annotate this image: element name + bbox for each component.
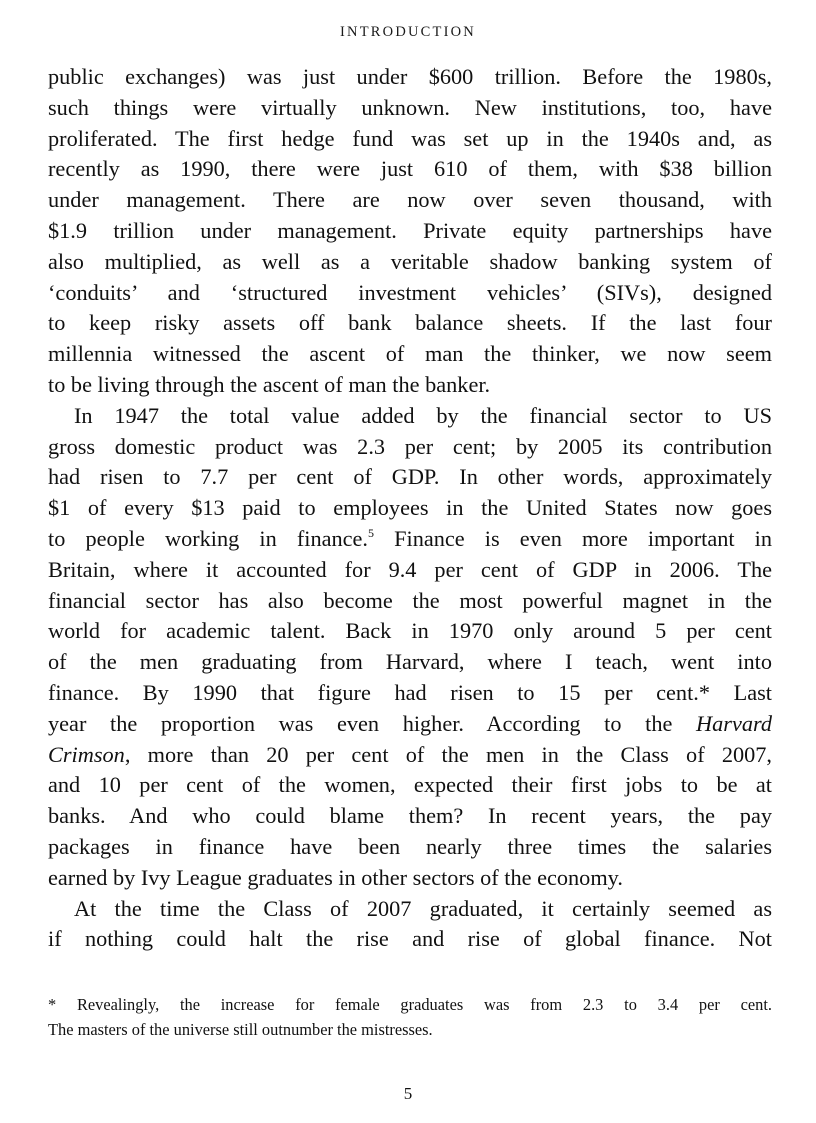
text-line: gross domestic product was 2.3 per cent; by 2005 its contribution (48, 433, 772, 459)
text-line (48, 524, 772, 555)
italic-title: Harvard (696, 710, 772, 736)
text-segment: Finance is even more important in (374, 525, 772, 551)
paragraph-3 (48, 894, 772, 956)
text-line: packages in finance have been nearly three times the salaries (48, 833, 772, 859)
footnote (48, 992, 772, 1042)
text-segment: year the proportion was even higher. According to the (48, 710, 697, 736)
text-line: proliferated. The first hedge fund was set up in the 1940s and, as (48, 125, 772, 151)
text-segment: to people working in finance. (48, 525, 369, 551)
text-line: also multiplied, as well as a veritable shadow banking system of (48, 248, 772, 274)
footnote-line: * Revealingly, the increase for female graduates was from 2.3 to 3.4 per cent. (48, 995, 772, 1014)
page-number: 5 (403, 1084, 413, 1103)
text-line: finance. By 1990 that figure had risen to 15 per cent.* Last (48, 679, 772, 705)
footnote-line: The masters of the universe still outnumber the mistresses. (48, 1020, 433, 1039)
text-line: and 10 per cent of the women, expected their first jobs to be at (48, 772, 772, 798)
running-head: INTRODUCTION (340, 24, 476, 40)
text-line: public exchanges) was just under $600 trillion. Before the 1980s, (48, 64, 772, 89)
text-line: to be living through the ascent of man the banker. (48, 371, 491, 397)
text-line: world for academic talent. Back in 1970 only around 5 per cent (48, 618, 772, 644)
text-line: ‘conduits’ and ‘structured investment vehicles’ (SIVs), designed (48, 279, 772, 305)
text-line: $1 of every $13 paid to employees in the United States now goes (48, 495, 772, 521)
body-text (48, 62, 772, 955)
text-line: under management. There are now over seven thousand, with (48, 187, 772, 213)
text-line: Britain, where it accounted for 9.4 per cent of GDP in 2006. The (48, 556, 772, 582)
text-line: had risen to 7.7 per cent of GDP. In other words, approximately (48, 464, 772, 490)
italic-title: Crimson (48, 741, 125, 767)
text-line: banks. And who could blame them? In recent years, the pay (48, 803, 772, 829)
text-line: millennia witnessed the ascent of man the thinker, we now seem (48, 341, 772, 367)
text-segment: , more than 20 per cent of the men in the Class of 2007, (124, 741, 772, 767)
text-line: financial sector has also become the most powerful magnet in the (48, 587, 772, 613)
text-line: such things were virtually unknown. New institutions, too, have (48, 94, 772, 120)
text-line: At the time the Class of 2007 graduated, it certainly seemed as (74, 895, 772, 921)
paragraph-2 (48, 401, 772, 894)
text-line (48, 709, 772, 740)
text-line: In 1947 the total value added by the financial sector to US (74, 402, 772, 428)
text-line: earned by Ivy League graduates in other sectors of the economy. (48, 864, 623, 890)
text-line (48, 740, 772, 771)
text-line: to keep risky assets off bank balance sheets. If the last four (48, 310, 772, 336)
text-line: if nothing could halt the rise and rise of global finance. Not (48, 926, 772, 952)
text-line: $1.9 trillion under management. Private equity partnerships have (48, 217, 772, 243)
text-line: of the men graduating from Harvard, where I teach, went into (48, 649, 772, 675)
text-line: recently as 1990, there were just 610 of them, with $38 billion (48, 156, 772, 182)
footnote-reference: 5 (368, 525, 375, 540)
paragraph-1 (48, 62, 772, 401)
